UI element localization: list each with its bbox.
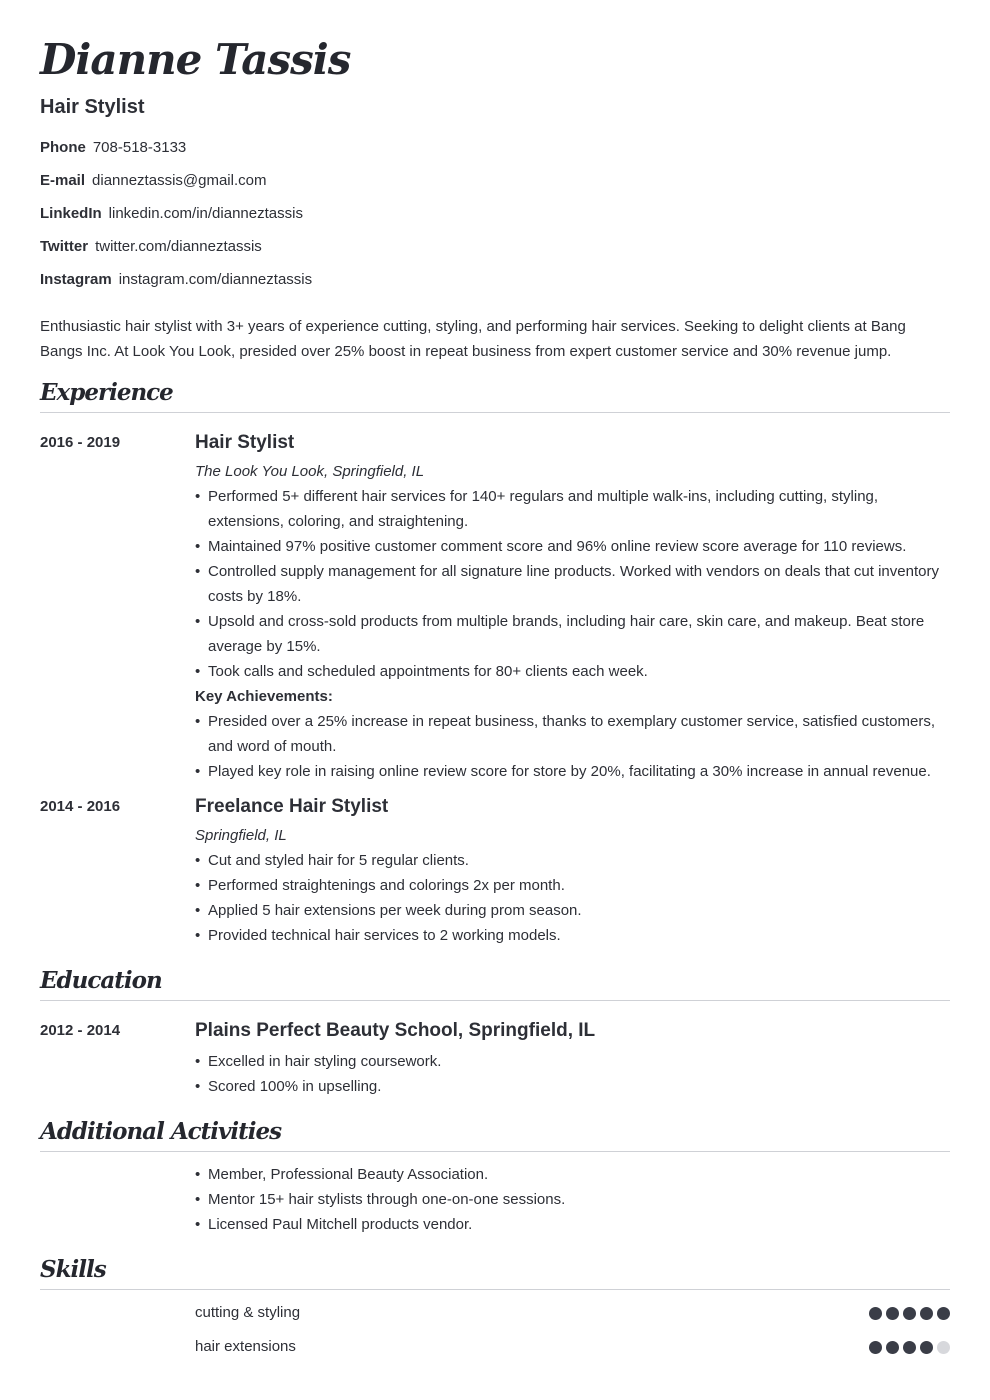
company-name: The Look You Look, Springfield, IL xyxy=(195,463,425,480)
contact-twitter xyxy=(40,238,950,271)
contact-value: instagram.com/dianneztassis xyxy=(118,271,313,288)
job-title: Freelance Hair Stylist xyxy=(195,796,389,817)
skills-section xyxy=(40,1255,950,1364)
contact-label: Phone xyxy=(40,139,86,156)
list-item: • Performed straightenings and colorings 2x per month. xyxy=(195,873,950,898)
contact-phone xyxy=(40,139,950,172)
contact-instagram xyxy=(40,271,950,304)
skill-dot-filled xyxy=(903,1307,916,1320)
skill-dot-filled xyxy=(869,1341,882,1354)
skill-row xyxy=(40,1330,950,1364)
skills-list xyxy=(40,1296,950,1364)
profile-summary: Enthusiastic hair stylist with 3+ years of experience cutting, styling, and performing hair services. Seeking to delight clients at Bang Bangs Inc. At Look You Look, presided over 25% boost in repeat business from expert customer service and 30% revenue jump. xyxy=(40,318,906,360)
education-section xyxy=(40,966,950,1099)
list-item: • Scored 100% in upselling. xyxy=(195,1074,950,1099)
company-name: Springfield, IL xyxy=(195,827,287,844)
list-item: • Cut and styled hair for 5 regular clients. xyxy=(195,848,950,873)
skill-dot-filled xyxy=(903,1341,916,1354)
contact-email xyxy=(40,172,950,205)
list-item: • Presided over a 25% increase in repeat business, thanks to exemplary customer service, satisfied customers, and word of mouth. xyxy=(195,709,950,759)
contact-label: Twitter xyxy=(40,238,89,255)
list-item: • Maintained 97% positive customer comment score and 96% online review score average for 110 reviews. xyxy=(195,534,950,559)
skill-level-dots xyxy=(869,1307,950,1320)
contact-linkedin xyxy=(40,205,950,238)
activities-section xyxy=(40,1117,950,1237)
skill-row xyxy=(40,1296,950,1330)
skill-dot-filled xyxy=(937,1307,950,1320)
section-divider xyxy=(40,1000,950,1001)
achievement-bullets xyxy=(195,709,950,784)
entry-body xyxy=(195,1013,950,1099)
contact-label: Instagram xyxy=(40,271,112,288)
job-bullets xyxy=(195,848,950,948)
candidate-name: Dianne Tassis xyxy=(40,35,351,84)
contact-value: 708-518-3133 xyxy=(92,139,187,156)
experience-section xyxy=(40,378,950,948)
skill-dot-empty xyxy=(937,1341,950,1354)
entry-dates: 2012 - 2014 xyxy=(40,1022,121,1039)
skill-dot-filled xyxy=(920,1307,933,1320)
list-item: • Controlled supply management for all signature line products. Worked with vendors on deals that cut inventory costs by 18%. xyxy=(195,559,950,609)
skill-level-dots xyxy=(869,1341,950,1354)
entry-body xyxy=(195,1162,950,1237)
entry-dates-empty xyxy=(40,1162,195,1237)
contact-value: linkedin.com/in/dianneztassis xyxy=(108,205,303,222)
list-item: • Member, Professional Beauty Association. xyxy=(195,1162,950,1187)
contact-list xyxy=(40,139,950,304)
section-divider xyxy=(40,1289,950,1290)
education-heading: Education xyxy=(40,967,162,994)
education-entry xyxy=(40,1013,950,1099)
list-item: • Excelled in hair styling coursework. xyxy=(195,1049,950,1074)
list-item: • Provided technical hair services to 2 working models. xyxy=(195,923,950,948)
list-item: • Played key role in raising online review score for store by 20%, facilitating a 30% increase in annual revenue. xyxy=(195,759,950,784)
key-achievements-label: Key Achievements: xyxy=(195,688,333,705)
skill-name: cutting & styling xyxy=(195,1304,301,1321)
contact-label: LinkedIn xyxy=(40,205,102,222)
skill-dot-filled xyxy=(886,1307,899,1320)
candidate-role: Hair Stylist xyxy=(40,96,145,118)
school-name: Plains Perfect Beauty School, Springfield, IL xyxy=(195,1020,596,1041)
experience-entry xyxy=(40,425,950,784)
contact-value: twitter.com/dianneztassis xyxy=(95,238,262,255)
contact-label: E-mail xyxy=(40,172,86,189)
experience-heading: Experience xyxy=(40,379,173,406)
activity-bullets xyxy=(195,1162,950,1237)
entry-body xyxy=(195,425,950,784)
activities-heading: Additional Activities xyxy=(40,1118,282,1145)
skill-dot-filled xyxy=(886,1341,899,1354)
section-divider xyxy=(40,412,950,413)
job-bullets xyxy=(195,484,950,684)
list-item: • Licensed Paul Mitchell products vendor. xyxy=(195,1212,950,1237)
section-divider xyxy=(40,1151,950,1152)
list-item: • Applied 5 hair extensions per week during prom season. xyxy=(195,898,950,923)
education-bullets xyxy=(195,1049,950,1099)
skills-heading: Skills xyxy=(40,1256,106,1283)
list-item: • Mentor 15+ hair stylists through one-on-one sessions. xyxy=(195,1187,950,1212)
entry-body xyxy=(195,789,950,948)
skill-dot-filled xyxy=(869,1307,882,1320)
skill-name: hair extensions xyxy=(195,1338,296,1355)
activities-entry xyxy=(40,1162,950,1237)
contact-value: dianneztassis@gmail.com xyxy=(92,172,267,189)
list-item: • Took calls and scheduled appointments for 80+ clients each week. xyxy=(195,659,950,684)
list-item: • Upsold and cross-sold products from multiple brands, including hair care, skin care, and makeup. Beat store average by 15%. xyxy=(195,609,950,659)
experience-entry xyxy=(40,789,950,948)
entry-dates: 2016 - 2019 xyxy=(40,434,121,451)
entry-dates: 2014 - 2016 xyxy=(40,798,121,815)
list-item: • Performed 5+ different hair services for 140+ regulars and multiple walk-ins, including cutting, styling, extensions, coloring, and straightening. xyxy=(195,484,950,534)
resume-page xyxy=(40,34,950,1364)
skill-dot-filled xyxy=(920,1341,933,1354)
job-title: Hair Stylist xyxy=(195,432,295,453)
